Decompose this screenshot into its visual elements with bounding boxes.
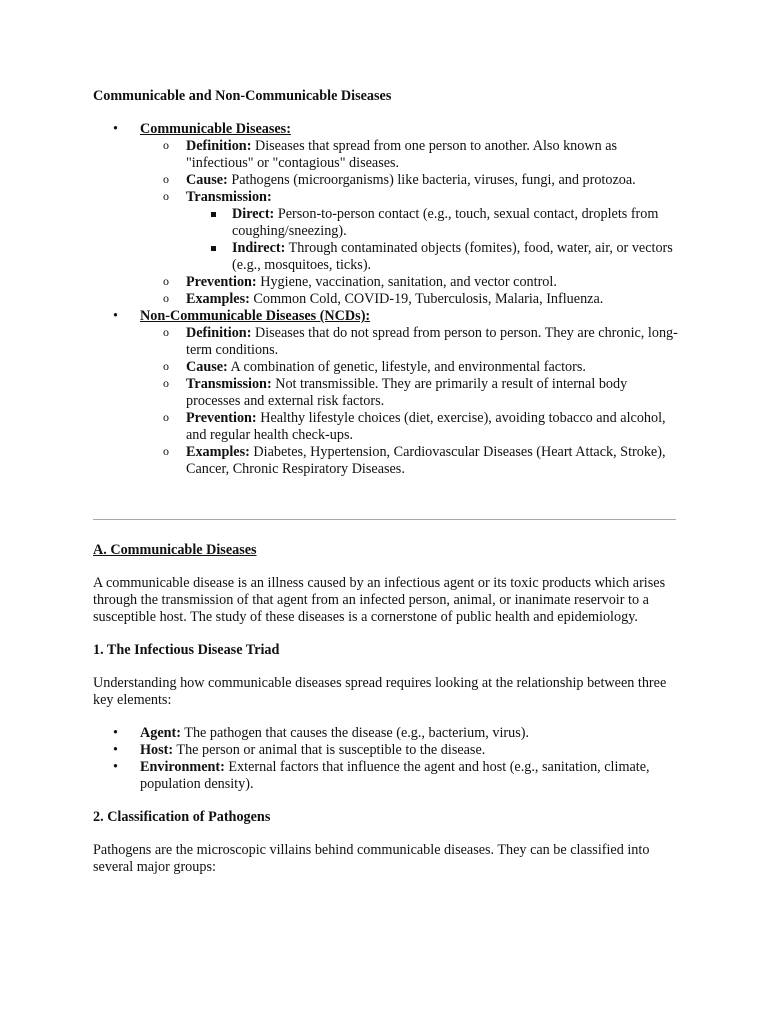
transmission-label: Transmission:: [186, 376, 272, 392]
document-body: [93, 88, 683, 478]
prevention-text: Hygiene, vaccination, sanitation, and vector control.: [260, 274, 557, 290]
triad-host-label: Host:: [140, 742, 174, 758]
triad-host-text: The person or animal that is susceptible to the disease.: [176, 742, 486, 758]
prevention-label: Prevention:: [186, 410, 257, 426]
list-item-noncommunicable: [93, 308, 683, 478]
examples-text: Common Cold, COVID-19, Tuberculosis, Malaria, Influenza.: [253, 291, 604, 307]
cause-text: Pathogens (microorganisms) like bacteria, viruses, fungi, and protozoa.: [231, 172, 636, 188]
triad-list: [93, 725, 683, 793]
section-a: [93, 542, 683, 892]
list-item: [140, 291, 683, 308]
examples-label: Examples:: [186, 291, 250, 307]
transmission-text: Not transmissible. They are primarily a result of internal body processes and external risk factors.: [186, 376, 628, 409]
triad-agent-label: Agent:: [140, 725, 181, 741]
list-item-communicable: [93, 121, 683, 308]
list-item: [93, 725, 683, 742]
disease-types-list: [93, 121, 683, 478]
prevention-label: Prevention:: [186, 274, 257, 290]
communicable-details-list: [140, 138, 683, 308]
section-a-heading: A. Communicable Diseases: [93, 542, 257, 558]
definition-text: Diseases that do not spread from person to person. They are chronic, long-term conditions.: [186, 325, 678, 358]
indirect-label: Indirect:: [232, 240, 286, 256]
list-item: [93, 742, 683, 759]
cause-text: A combination of genetic, lifestyle, and environmental factors.: [230, 359, 586, 375]
examples-text: Diabetes, Hypertension, Cardiovascular Diseases (Heart Attack, Stroke), Cancer, Chronic Respiratory Diseases.: [186, 444, 666, 477]
list-item: [93, 759, 683, 793]
definition-label: Definition:: [186, 138, 252, 154]
list-item: [186, 240, 683, 274]
noncommunicable-heading: Non-Communicable Diseases (NCDs):: [140, 308, 371, 324]
list-item: [140, 325, 683, 359]
direct-text: Person-to-person contact (e.g., touch, sexual contact, droplets from coughing/sneezing).: [232, 206, 659, 239]
triad-agent-text: The pathogen that causes the disease (e.g., bacterium, virus).: [184, 725, 529, 741]
list-item: [140, 138, 683, 172]
definition-label: Definition:: [186, 325, 252, 341]
horizontal-divider: [93, 519, 676, 520]
definition-text: Diseases that spread from one person to another. Also known as "infectious" or "contagious" diseases.: [186, 138, 618, 171]
examples-label: Examples:: [186, 444, 250, 460]
document-title: Communicable and Non-Communicable Diseases: [93, 88, 392, 104]
list-item: [140, 189, 683, 274]
direct-label: Direct:: [232, 206, 275, 222]
triad-environment-label: Environment:: [140, 759, 225, 775]
communicable-heading: Communicable Diseases:: [140, 121, 291, 137]
triad-heading: 1. The Infectious Disease Triad: [93, 642, 280, 658]
list-item: [140, 410, 683, 444]
prevention-text: Healthy lifestyle choices (diet, exercise), avoiding tobacco and alcohol, and regular health check-ups.: [186, 410, 666, 443]
list-item: [140, 376, 683, 410]
noncommunicable-details-list: [140, 325, 683, 478]
triad-environment-text: External factors that influence the agent and host (e.g., sanitation, climate, population density).: [140, 759, 650, 792]
list-item: [186, 206, 683, 240]
pathogens-heading: 2. Classification of Pathogens: [93, 809, 271, 825]
cause-label: Cause:: [186, 172, 228, 188]
list-item: [140, 274, 683, 291]
transmission-list: [186, 206, 683, 274]
pathogens-intro: Pathogens are the microscopic villains behind communicable diseases. They can be classified into several major groups:: [93, 842, 650, 875]
list-item: [140, 359, 683, 376]
transmission-label: Transmission:: [186, 189, 272, 205]
list-item: [140, 444, 683, 478]
indirect-text: Through contaminated objects (fomites), food, water, air, or vectors (e.g., mosquitoes, ticks).: [232, 240, 673, 273]
section-a-intro: A communicable disease is an illness caused by an infectious agent or its toxic products which arises through the transmission of that agent from an infected person, animal, or inanimate reservoir to a susceptible host. The study of these diseases is a cornerstone of public health and epidemiology.: [93, 575, 666, 625]
list-item: [140, 172, 683, 189]
cause-label: Cause:: [186, 359, 228, 375]
triad-intro: Understanding how communicable diseases spread requires looking at the relationship between three key elements:: [93, 675, 667, 708]
